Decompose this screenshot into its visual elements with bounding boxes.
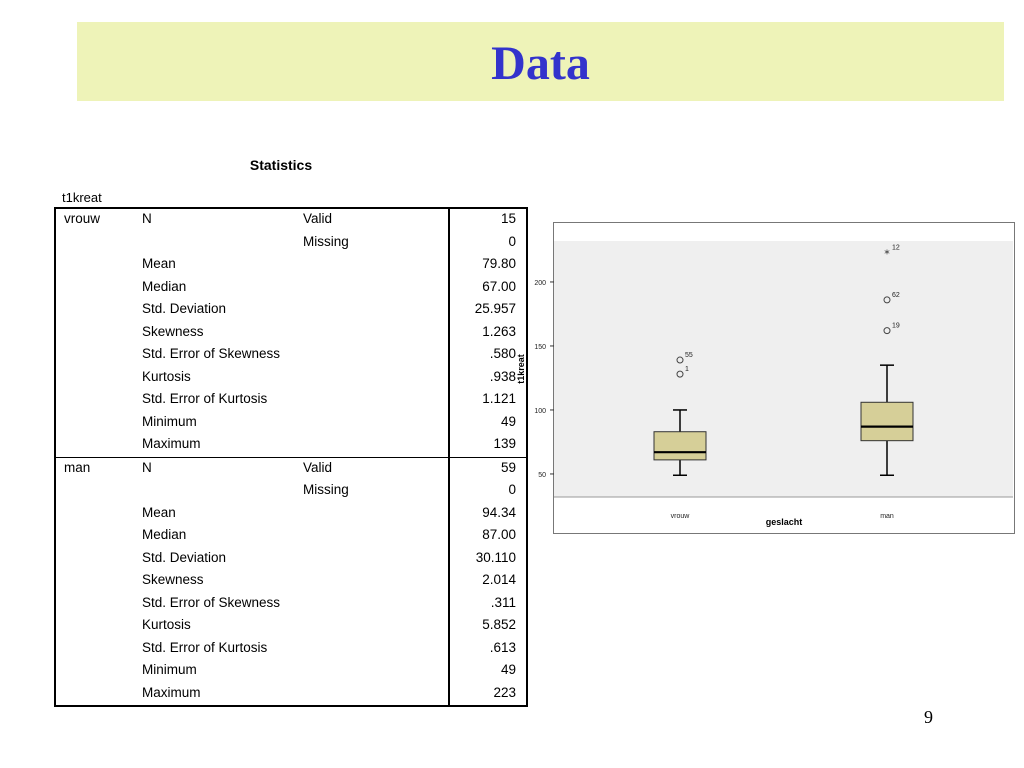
group-name-cell: vrouw <box>55 208 134 232</box>
stat-sub-cell <box>295 638 449 661</box>
stat-value-cell: 94.34 <box>449 503 527 526</box>
group-name-cell <box>55 548 134 571</box>
group-name-cell <box>55 525 134 548</box>
table-row <box>55 683 527 707</box>
stat-sub-cell <box>295 344 449 367</box>
table-row <box>55 389 527 412</box>
box-vrouw <box>654 432 706 460</box>
group-name-cell <box>55 615 134 638</box>
stat-name-cell: Kurtosis <box>142 368 191 384</box>
stat-name-cell: Std. Deviation <box>142 549 227 565</box>
group-name-cell <box>55 277 134 300</box>
stat-sub-cell <box>295 615 449 638</box>
table-row <box>55 593 527 616</box>
stat-value-cell: .938 <box>449 367 527 390</box>
stat-value-cell: 30.110 <box>449 548 527 571</box>
outlier-label: 55 <box>685 352 693 360</box>
variable-label: t1kreat <box>62 190 102 205</box>
group-name-cell <box>55 322 134 345</box>
x-category-label: vrouw <box>670 513 690 520</box>
stat-sub-cell <box>295 570 449 593</box>
stat-name-cell: Minimum <box>142 662 197 677</box>
stat-value-cell: .613 <box>449 638 527 661</box>
stat-sub-cell <box>295 660 449 683</box>
stat-sub-cell <box>295 683 449 707</box>
stat-sub-cell: Valid <box>303 211 333 226</box>
box-man <box>861 402 913 440</box>
stat-value-cell: 67.00 <box>449 277 527 300</box>
statistics-table <box>54 207 528 707</box>
group-name-cell <box>55 480 134 503</box>
table-row <box>55 638 527 661</box>
stat-value-cell: 49 <box>449 660 527 683</box>
stat-name-cell: Skewness <box>142 323 204 339</box>
table-row <box>55 412 527 435</box>
table-row <box>55 277 527 300</box>
stat-value-cell: 87.00 <box>449 525 527 548</box>
table-row <box>55 457 527 480</box>
table-row <box>55 660 527 683</box>
stat-name-cell: Std. Error of Skewness <box>142 594 281 610</box>
stat-value-cell: 223 <box>449 683 527 707</box>
stat-value-cell: .580 <box>449 344 527 367</box>
stat-sub-cell <box>295 389 449 412</box>
stat-name-cell: Median <box>142 278 187 294</box>
group-name-cell <box>55 389 134 412</box>
stat-value-cell: 49 <box>449 412 527 435</box>
outlier-label: 62 <box>892 291 900 299</box>
stat-value-cell: 0 <box>449 232 527 255</box>
stat-value-cell: 25.957 <box>449 299 527 322</box>
group-name-cell <box>55 254 134 277</box>
table-row <box>55 525 527 548</box>
group-name-cell <box>55 412 134 435</box>
stat-name-cell: Std. Deviation <box>142 301 227 316</box>
stat-value-cell: 1.263 <box>449 322 527 345</box>
stat-sub-cell <box>295 593 449 616</box>
y-tick-label: 100 <box>534 407 546 415</box>
group-name-cell <box>55 660 134 683</box>
group-name-cell <box>55 344 134 367</box>
outlier-label: 19 <box>892 322 900 330</box>
plot-area <box>554 241 1013 497</box>
y-axis-title: t1kreat <box>516 354 526 384</box>
stat-name-cell <box>134 232 295 255</box>
stat-value-cell: 139 <box>449 434 527 457</box>
title-band <box>77 22 1004 101</box>
outlier-label: 1 <box>685 366 689 374</box>
stat-name-cell: N <box>142 211 152 226</box>
stat-sub-cell: Missing <box>303 482 349 497</box>
stat-value-cell: .311 <box>449 593 527 616</box>
table-row <box>55 548 527 571</box>
group-name-cell <box>55 367 134 390</box>
page-number: 9 <box>924 707 933 727</box>
stat-sub-cell <box>295 277 449 300</box>
stat-name-cell: Std. Error of Kurtosis <box>142 639 268 655</box>
group-name-cell <box>55 434 134 457</box>
stat-sub-cell <box>295 254 449 277</box>
stat-sub-cell <box>295 525 449 548</box>
outlier-star: * <box>884 247 890 261</box>
table-row <box>55 367 527 390</box>
group-name-cell <box>55 232 134 255</box>
table-row <box>55 480 527 503</box>
y-tick-label: 50 <box>538 471 546 479</box>
stat-sub-cell <box>295 412 449 435</box>
slide-title: Data <box>491 37 590 90</box>
stat-name-cell: Median <box>142 527 187 542</box>
stat-name-cell: Maximum <box>142 436 201 451</box>
table-row <box>55 434 527 457</box>
stat-name-cell: Std. Error of Kurtosis <box>142 391 268 406</box>
group-name-cell: man <box>55 457 134 480</box>
stat-name-cell: Maximum <box>142 684 201 700</box>
stat-name-cell: Skewness <box>142 572 204 587</box>
y-tick-label: 200 <box>534 279 546 287</box>
stat-sub-cell: Missing <box>303 233 349 249</box>
x-axis-title: geslacht <box>765 517 803 527</box>
stat-name-cell: Mean <box>142 504 176 520</box>
stat-value-cell: 1.121 <box>449 389 527 412</box>
stat-sub-cell <box>295 322 449 345</box>
boxplot-frame <box>516 222 1015 534</box>
x-category-label: man <box>880 513 894 520</box>
stat-sub-cell: Valid <box>295 457 449 480</box>
stat-sub-cell <box>295 367 449 390</box>
stat-value-cell: 79.80 <box>449 254 527 277</box>
stat-value-cell: 0 <box>449 480 527 503</box>
stat-value-cell: 59 <box>449 457 527 480</box>
table-row <box>55 344 527 367</box>
stat-sub-cell <box>295 548 449 571</box>
table-row <box>55 232 527 255</box>
group-name-cell <box>55 503 134 526</box>
stat-value-cell: 2.014 <box>449 570 527 593</box>
group-name-cell <box>55 593 134 616</box>
group-name-cell <box>55 683 134 707</box>
table-row <box>55 299 527 322</box>
stat-name-cell <box>134 480 295 503</box>
table-row <box>55 254 527 277</box>
stat-name-cell: Minimum <box>142 413 197 429</box>
table-row <box>55 503 527 526</box>
stat-name-cell: N <box>134 457 295 480</box>
outlier-label: 12 <box>892 244 900 252</box>
stat-sub-cell <box>295 299 449 322</box>
plot-group <box>516 241 1013 527</box>
stat-sub-cell <box>295 503 449 526</box>
table-row <box>55 208 527 232</box>
stat-value-cell: 5.852 <box>449 615 527 638</box>
table-row <box>55 615 527 638</box>
boxplot-chart <box>516 223 1014 533</box>
statistics-title: Statistics <box>249 157 313 173</box>
stat-name-cell: Std. Error of Skewness <box>142 346 281 361</box>
group-name-cell <box>55 570 134 593</box>
y-tick-label: 150 <box>534 343 546 351</box>
table-row <box>55 570 527 593</box>
table-row <box>55 322 527 345</box>
group-name-cell <box>55 638 134 661</box>
stat-sub-cell <box>295 434 449 457</box>
stat-name-cell: Kurtosis <box>142 617 191 632</box>
stat-name-cell: Mean <box>142 256 176 271</box>
group-name-cell <box>55 299 134 322</box>
stat-value-cell: 15 <box>449 208 527 232</box>
